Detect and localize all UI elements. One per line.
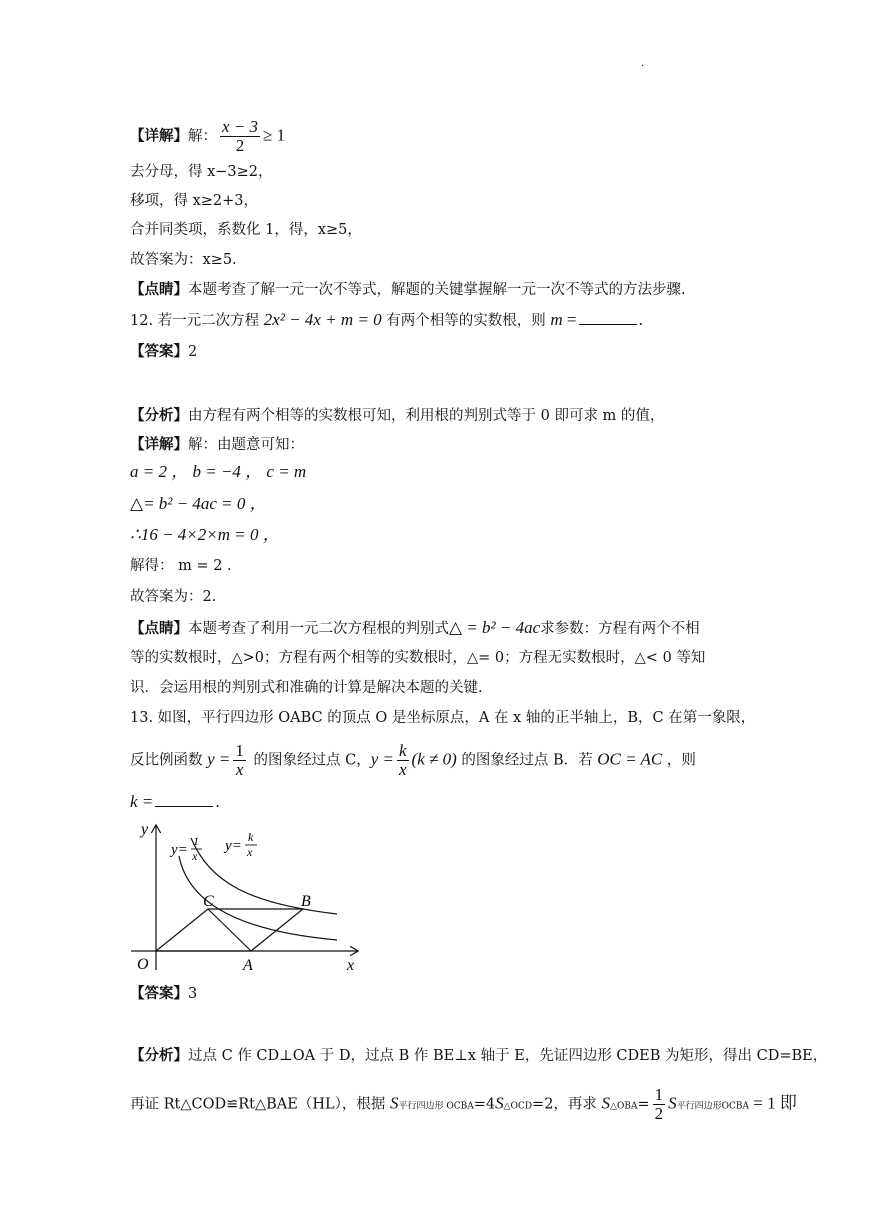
fraction bbox=[220, 118, 260, 155]
point-A-label: A bbox=[243, 957, 253, 974]
comment-text-1: 本题考查了利用一元二次方程根的判别式 bbox=[188, 621, 449, 637]
q13-text-2: 的图象经过点 C， bbox=[248, 752, 371, 769]
fraction-denominator: 2 bbox=[654, 1104, 664, 1123]
step-transpose: 移项，得 x≥2+3， bbox=[130, 193, 259, 209]
analysis-text-4: = bbox=[637, 1096, 650, 1113]
discriminant-formula: △ = b² − 4ac bbox=[449, 618, 541, 637]
x-axis-label: x bbox=[347, 957, 355, 974]
k-equals: k = bbox=[130, 792, 154, 811]
analysis-tag: 【分析】 bbox=[130, 407, 188, 424]
fraction-k-over-x bbox=[397, 742, 409, 779]
area-subscript: 平行四边形OCBA bbox=[676, 1101, 749, 1112]
q12-text-2: 有两个相等的实数根，则 bbox=[381, 313, 551, 329]
fraction-denominator: 2 bbox=[235, 136, 245, 155]
q13-text-4: ，则 bbox=[662, 752, 696, 769]
fraction-numerator: k bbox=[398, 741, 407, 760]
analysis-text-5: = 1 即 bbox=[749, 1093, 797, 1113]
area-subscript: △OBA bbox=[610, 1101, 638, 1112]
fraction-numerator: x − 3 bbox=[222, 117, 259, 136]
fraction-1-over-x bbox=[233, 742, 246, 779]
answer-statement-12: 故答案为：2. bbox=[130, 589, 217, 605]
point-C-label: C bbox=[203, 893, 214, 910]
coefficients: a = 2 ， b = −4 ， c = m bbox=[130, 462, 307, 481]
fraction-one-half bbox=[653, 1086, 666, 1123]
q13-text-3: 的图象经过点 B．若 bbox=[456, 752, 598, 769]
analysis-text: 过点 C 作 CD⊥OA 于 D，过点 B 作 BE⊥x 轴于 E，先证四边形 CDEB 为矩形，得出 CD=BE， bbox=[188, 1048, 828, 1064]
comment-line-12b: 等的实数根时，△>0；方程有两个相等的实数根时，△= 0；方程无实数根时，△< 0 等知 bbox=[130, 650, 706, 666]
answer-tag: 【答案】 bbox=[130, 343, 188, 360]
q12-period: . bbox=[638, 313, 644, 329]
curve-1-label-y: y= bbox=[171, 842, 188, 858]
comment-line-12 bbox=[130, 618, 700, 639]
area-symbol: S bbox=[390, 1093, 399, 1113]
analysis-line-13b bbox=[130, 1086, 797, 1123]
answer-value: 2 bbox=[188, 344, 198, 360]
answer-tag: 【答案】 bbox=[130, 985, 188, 1002]
answer-line-13 bbox=[130, 984, 197, 1004]
fraction-denominator: x bbox=[235, 760, 244, 779]
detail-line-1 bbox=[130, 118, 285, 155]
area-symbol: S bbox=[601, 1093, 611, 1113]
area-subscript: 平行四边形 OCBA bbox=[398, 1101, 474, 1112]
question-13: 13. 如图，平行四边形 OABC 的顶点 O 是坐标原点，A 在 x 轴的正半轴上，B，C 在第一象限， bbox=[130, 710, 756, 726]
analysis-text-1: 再证 Rt△COD≌Rt△BAE（HL），根据 bbox=[130, 1096, 391, 1113]
analysis-text-3: =2，再求 bbox=[532, 1096, 602, 1113]
origin-label: O bbox=[137, 956, 149, 973]
answer-blank bbox=[155, 792, 213, 807]
analysis-text-2: =4 bbox=[473, 1096, 496, 1113]
curve-1-label-den: x bbox=[192, 849, 198, 863]
detail-tag: 【详解】 bbox=[130, 127, 188, 145]
analysis-tag: 【分析】 bbox=[130, 1047, 188, 1064]
k-condition: (k ≠ 0) bbox=[411, 749, 457, 769]
q12-equation: 2x² − 4x + m = 0 bbox=[263, 310, 382, 329]
answer-statement: 故答案为：x≥5. bbox=[130, 252, 237, 268]
comment-line bbox=[130, 280, 686, 300]
detail-tag: 【详解】 bbox=[130, 436, 188, 453]
step-combine: 合并同类项，系数化 1，得，x≥5， bbox=[130, 222, 362, 238]
analysis-text: 由方程有两个相等的实数根可知，利用根的判别式等于 0 即可求 m 的值， bbox=[188, 408, 665, 424]
area-symbol: S bbox=[495, 1093, 504, 1113]
comment-tag: 【点睛】 bbox=[130, 281, 188, 298]
question-13-line-2 bbox=[130, 742, 696, 779]
q12-text-1: 12. 若一元二次方程 bbox=[130, 313, 264, 329]
detail-text: 解：由题意可知： bbox=[188, 437, 304, 453]
question-12 bbox=[130, 310, 643, 331]
page-dot: . bbox=[641, 58, 645, 69]
curve-2-label-den: x bbox=[247, 845, 253, 859]
oc-equals-ac: OC = AC bbox=[597, 749, 663, 769]
y-axis-label: y bbox=[141, 821, 149, 838]
question-13-line-3 bbox=[130, 792, 220, 813]
fraction-denominator: x bbox=[398, 760, 407, 779]
discriminant: △= b² − 4ac = 0 ， bbox=[130, 494, 267, 513]
solve-label: 解： bbox=[188, 128, 217, 145]
answer-line-12 bbox=[130, 342, 197, 362]
q12-equals: = bbox=[562, 310, 577, 329]
step-remove-denominator: 去分母，得 x−3≥2， bbox=[130, 164, 273, 180]
area-symbol: S bbox=[668, 1093, 677, 1113]
curve-2-label-y: y= bbox=[225, 838, 242, 854]
fraction-numerator: 1 bbox=[654, 1085, 664, 1104]
detail-line-12 bbox=[130, 435, 304, 455]
point-B-label: B bbox=[301, 893, 311, 910]
comment-tag: 【点睛】 bbox=[130, 620, 188, 637]
q12-var-m: m bbox=[550, 310, 563, 329]
comment-text: 本题考查了解一元一次不等式，解题的关键掌握解一元一次不等式的方法步骤. bbox=[188, 282, 686, 298]
q13-y2: y = bbox=[370, 749, 394, 769]
solution-m: 解得： m = 2 . bbox=[130, 558, 232, 574]
area-subscript: △OCD bbox=[503, 1101, 533, 1112]
comment-text-2: 求参数：方程有两个不相 bbox=[540, 621, 700, 637]
fraction-numerator: 1 bbox=[235, 741, 244, 760]
inequality-rhs: ≥ 1 bbox=[263, 125, 286, 145]
q13-y1: y = bbox=[207, 749, 231, 769]
therefore-line: ∴16 − 4×2×m = 0 ， bbox=[130, 525, 280, 544]
q13-text-1: 反比例函数 bbox=[130, 752, 208, 769]
comment-line-12c: 识．会运用根的判别式和准确的计算是解决本题的关键. bbox=[130, 680, 483, 696]
analysis-line-13 bbox=[130, 1046, 827, 1066]
answer-value: 3 bbox=[188, 986, 198, 1002]
curve-2-label-num: k bbox=[248, 830, 254, 844]
curve-1-label-num: 1 bbox=[193, 834, 199, 848]
answer-blank bbox=[579, 310, 637, 325]
q13-period: . bbox=[215, 795, 220, 811]
analysis-line-12 bbox=[130, 406, 664, 426]
coordinate-figure bbox=[125, 818, 365, 978]
